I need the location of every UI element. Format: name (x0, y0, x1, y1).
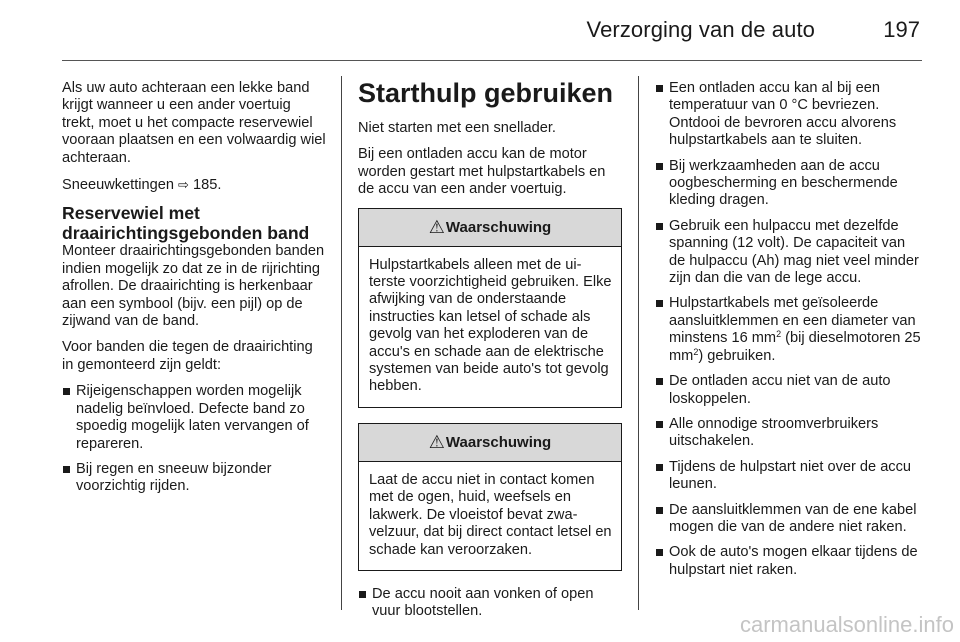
bullet-square-icon (63, 388, 70, 395)
bullet-square-icon (656, 464, 663, 471)
header-divider (62, 60, 922, 61)
warning-triangle-icon: ⚠ (428, 431, 445, 452)
bullet-square-icon (656, 421, 663, 428)
warning-header (359, 424, 621, 462)
section-heading-jump-start: Starthulp gebruiken (358, 78, 614, 108)
bullet-list-right (655, 80, 923, 579)
bullet-square-icon (656, 300, 663, 307)
page-reference-icon: ⇨ (178, 177, 189, 193)
page-number: 197 (883, 17, 920, 42)
column-divider-1 (341, 76, 342, 610)
list-item: Rijeigenschappen worden mogelijk nadelig beïnvloed. Defecte band zo spoedig mogelijk laten vervangen of repareren. (62, 383, 326, 453)
list-item: Alle onnodige stroomverbruikers uitschakelen. (655, 416, 923, 451)
warning-box-2 (358, 423, 622, 571)
warning-box-1 (358, 208, 622, 408)
bullet-square-icon (359, 591, 366, 598)
snow-chains-text: Sneeuwkettingen (62, 177, 179, 194)
column-middle (358, 78, 622, 629)
list-item: Bij werkzaamheden aan de accu oogbescherming en beschermende kleding dragen. (655, 158, 923, 210)
paragraph-jump-cables: Bij een ontladen accu kan de motor worden gestart met hulpstartkabels en de accu van een ander voertuig. (358, 146, 606, 198)
bullet-list-left (62, 383, 326, 495)
paragraph-directional-tyres: Monteer draairichtingsgebonden banden indien mogelijk zo dat ze in de rijrichting afrollen. De draairichting is herkenbaar aan een symbool (bijv. een pijl) op de zijwand van de band. (62, 243, 325, 330)
list-item: De accu nooit aan vonken of open vuur blootstellen. (358, 586, 622, 621)
list-item: De aansluitklemmen van de ene kabel mogen die van de andere niet raken. (655, 502, 923, 537)
list-item: Tijdens de hulpstart niet over de accu leunen. (655, 459, 923, 494)
snow-chains-reference (62, 176, 326, 194)
warning-text: Laat de accu niet in contact komen met de ogen, huid, weefsels en lakwerk. De vloeistof bevat zwavelzuur, dat bij direct contact letsel en schade kan veroorzaken. (369, 471, 612, 558)
list-item: Gebruik een hulpaccu met dezelfde spanning (12 volt). De capaciteit van de hulpaccu (Ah) mag niet veel minder zijn dan die van de lege accu. (655, 218, 923, 288)
column-left (62, 80, 326, 504)
bullet-square-icon (656, 163, 663, 170)
warning-header (359, 209, 621, 247)
running-header-title: Verzorging van de auto (586, 17, 815, 42)
list-item: De ontladen accu niet van de auto loskoppelen. (655, 373, 923, 408)
snow-chains-page: 185. (188, 177, 222, 194)
column-right (655, 80, 923, 587)
bullet-square-icon (63, 466, 70, 473)
intro-paragraph: Als uw auto achteraan een lekke band krijgt wanneer u een ander voertuig trekt, moet u het compacte reservewiel vooraan plaatsen en een volwaardig wiel achteraan. (62, 80, 326, 166)
list-item: Bij regen en sneeuw bijzonder voorzichtig rijden. (62, 461, 326, 496)
warning-label: Waarschuwing (445, 433, 552, 451)
bullet-square-icon (656, 85, 663, 92)
paragraph-reverse-mounted: Voor banden die tegen de draairichting in gemonteerd zijn geldt: (62, 339, 313, 373)
warning-label: Waarschuwing (445, 218, 552, 236)
bullet-list-middle (358, 586, 622, 621)
list-item: Ook de auto's mogen elkaar tijdens de hulpstart niet raken. (655, 544, 923, 579)
watermark: carmanualsonline.info (739, 612, 954, 637)
bullet-square-icon (656, 223, 663, 230)
warning-text: Hulpstartkabels alleen met de uiterste voorzichtigheid gebruiken. Elke afwijking van de onderstaande instructies kan letsel of schade als gevolg van het exploderen van de accu's en schade aan de elektrische systemen van beide auto's tot gevolg hebben. (369, 256, 612, 395)
list-item: Hulpstartkabels met geïsoleerde aansluitklemmen en een diameter van minstens 16 $mm^2$ (bij dieselmotoren 25 $mm^2$) gebruiken. (655, 295, 923, 365)
column-divider-2 (638, 76, 639, 610)
warning-triangle-icon: ⚠ (428, 216, 445, 237)
bullet-square-icon (656, 378, 663, 385)
list-item: Een ontladen accu kan al bij een temperatuur van 0 °C bevriezen. Ontdooi de bevroren accu alvorens hulpstartkabels aan te sluiten. (655, 80, 923, 150)
paragraph-no-fast-charger: Niet starten met een snellader. (358, 120, 556, 136)
section-heading-spare-wheel: Reservewiel met draairichtingsgebonden band (62, 203, 310, 244)
bullet-square-icon (656, 549, 663, 556)
bullet-square-icon (656, 507, 663, 514)
